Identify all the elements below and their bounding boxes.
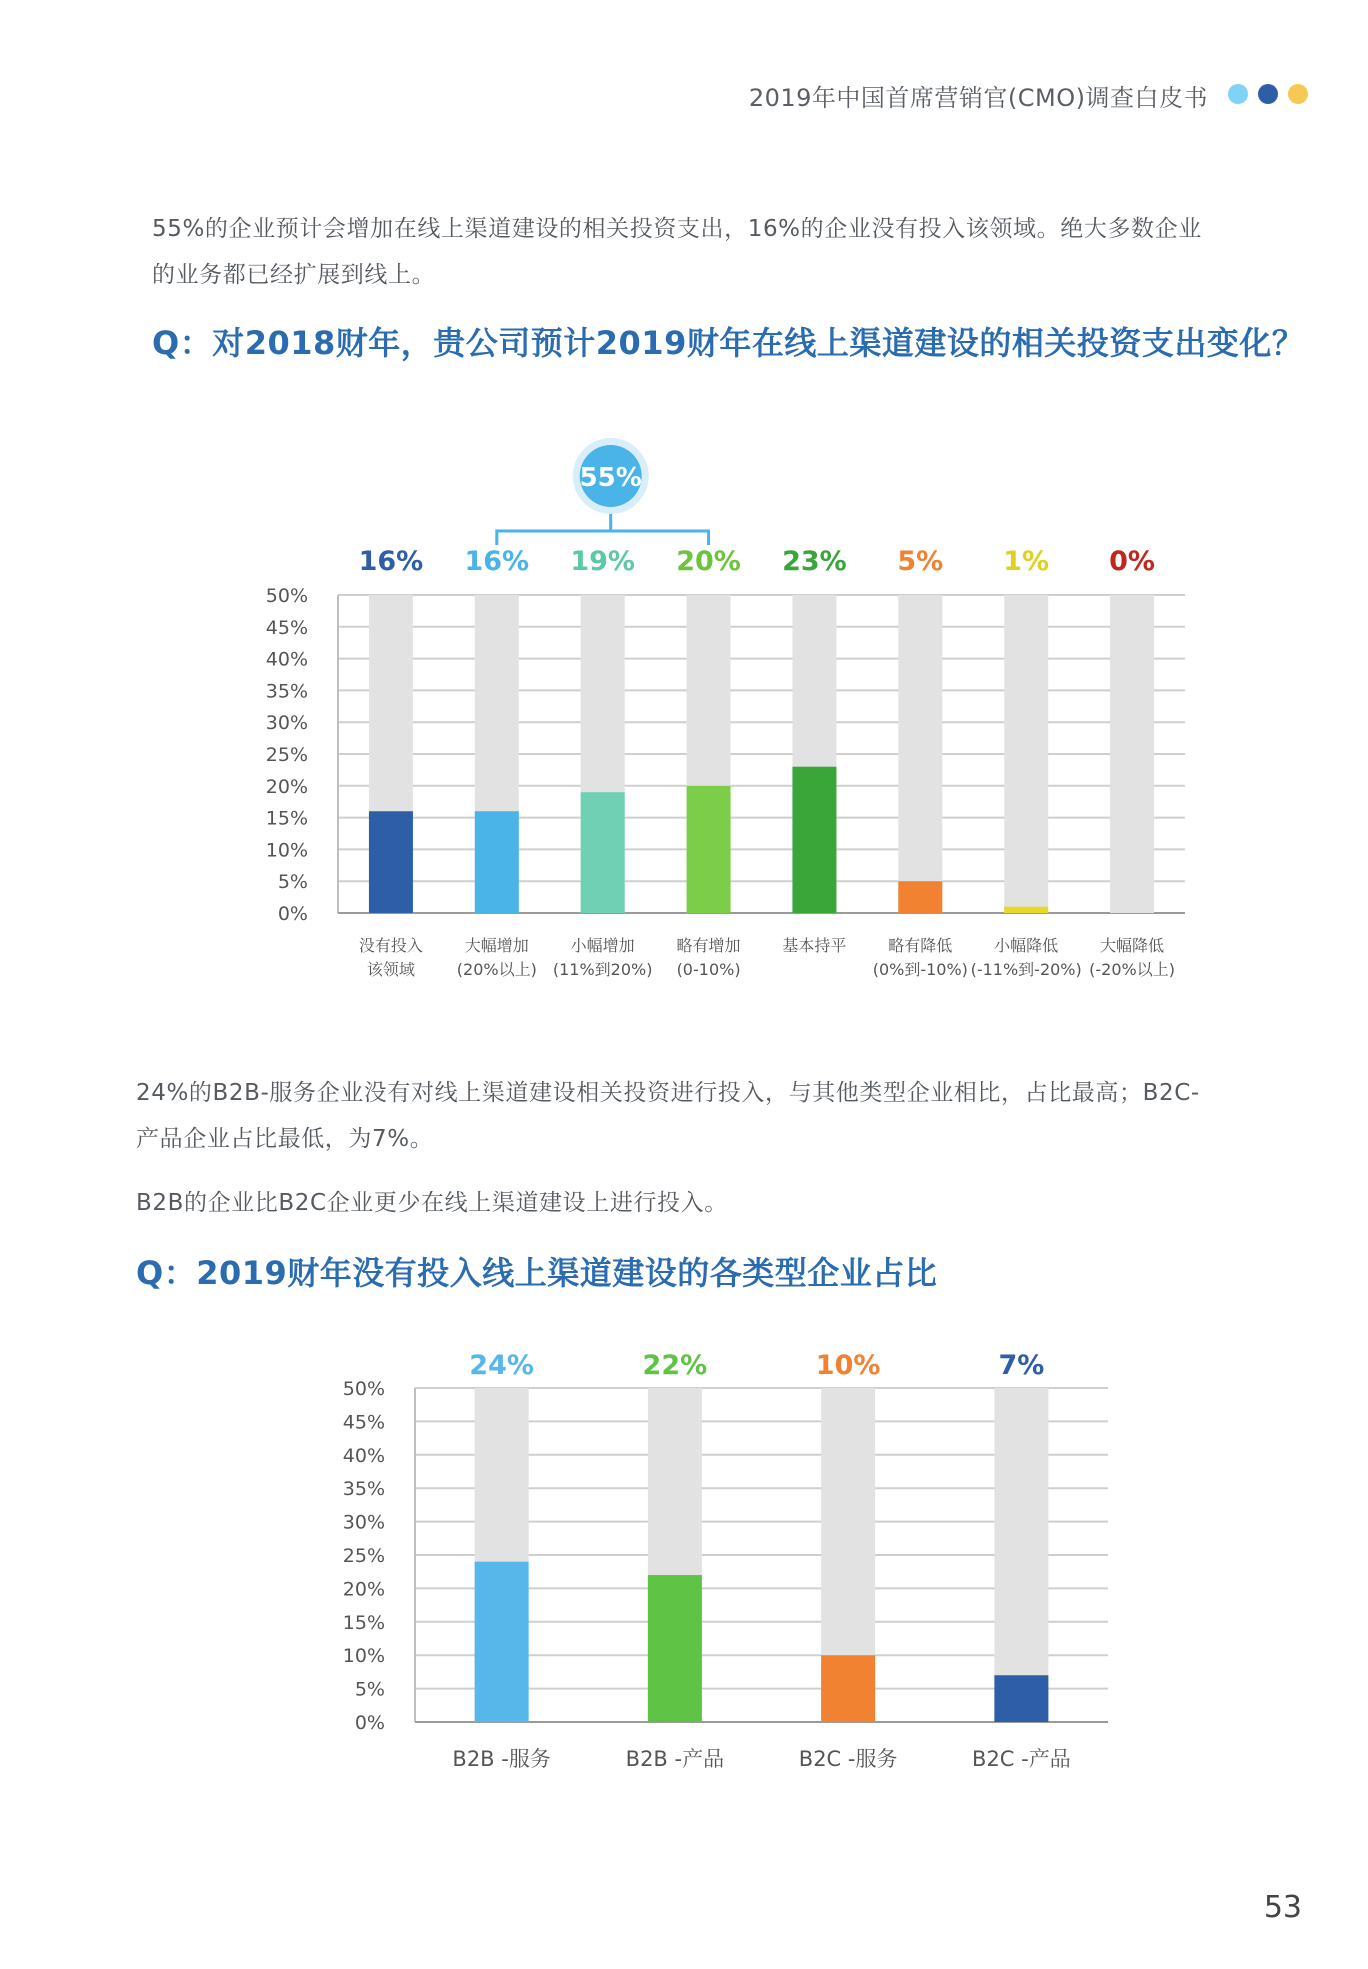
y-tick-label: 30% (342, 1511, 385, 1534)
y-tick-label: 20% (342, 1578, 385, 1601)
y-tick-label: 0% (354, 1712, 385, 1734)
chart-1 (0, 420, 1368, 1000)
dot-icon (1288, 84, 1308, 104)
dot-icon (1228, 84, 1248, 104)
category-label: (-20%以上) (1089, 960, 1175, 979)
category-label: 略有增加 (676, 936, 741, 955)
bar (369, 811, 413, 913)
category-label: 没有投入 (358, 936, 423, 955)
value-label: 16% (464, 546, 530, 577)
intro-line-1: 55%的企业预计会增加在线上渠道建设的相关投资支出，16%的企业没有投入该领域。绝大多数企业 (152, 216, 1202, 242)
bar-track (898, 595, 942, 913)
category-label: (0%到-10%) (872, 960, 968, 979)
bar (475, 811, 519, 913)
category-label: (0-10%) (676, 960, 741, 979)
bracket (497, 531, 709, 545)
y-tick-label: 20% (265, 775, 308, 798)
intro-paragraph (152, 206, 1202, 298)
value-label: 20% (676, 546, 741, 577)
value-label: 16% (358, 546, 424, 577)
bar-track (1110, 595, 1154, 913)
question-2-title: Q：2019财年没有投入线上渠道建设的各类型企业占比 (136, 1254, 938, 1292)
value-label: 10% (815, 1350, 881, 1381)
bar (687, 786, 731, 913)
category-label: B2C -产品 (972, 1747, 1071, 1771)
value-label: 19% (570, 546, 636, 577)
bar (581, 792, 625, 913)
value-label: 22% (642, 1350, 708, 1381)
y-tick-label: 15% (342, 1611, 385, 1634)
y-tick-label: 40% (265, 648, 308, 671)
category-label: 基本持平 (782, 936, 847, 955)
bar (994, 1675, 1048, 1722)
bar-track (994, 1388, 1048, 1722)
bar (898, 881, 942, 913)
page-number: 53 (1263, 1890, 1302, 1925)
dot-icon (1258, 84, 1278, 104)
value-label: 24% (469, 1350, 534, 1381)
header-title: 2019年中国首席营销官(CMO)调查白皮书 (748, 84, 1208, 112)
y-tick-label: 45% (265, 616, 308, 639)
value-label: 5% (897, 546, 944, 577)
category-label: (11%到20%) (552, 960, 653, 979)
category-label: 略有降低 (888, 936, 953, 955)
y-tick-label: 50% (342, 1378, 385, 1400)
category-label: 大幅降低 (1100, 936, 1165, 955)
intro-line-2: 的业务都已经扩展到线上。 (152, 262, 436, 288)
category-label: B2B -产品 (625, 1747, 725, 1771)
y-tick-label: 10% (342, 1645, 385, 1668)
y-tick-label: 25% (265, 744, 308, 766)
category-label: (-11%到-20%) (970, 960, 1082, 979)
category-label: 大幅增加 (464, 936, 529, 955)
y-tick-label: 25% (342, 1545, 385, 1567)
value-label: 1% (1003, 546, 1050, 577)
y-tick-label: 0% (277, 903, 308, 925)
analysis-line-2: 产品企业占比最低，为7%。 (136, 1126, 434, 1152)
value-label: 7% (998, 1350, 1045, 1381)
y-tick-label: 40% (342, 1444, 385, 1467)
category-label: B2C -服务 (798, 1747, 898, 1771)
bar (821, 1655, 875, 1722)
analysis-line-3: B2B的企业比B2C企业更少在线上渠道建设上进行投入。 (136, 1190, 728, 1216)
bar (648, 1575, 702, 1722)
analysis-paragraph (136, 1070, 1200, 1226)
y-tick-label: 35% (265, 680, 308, 703)
question-1-title: Q：对2018财年，贵公司预计2019财年在线上渠道建设的相关投资支出变化？ (152, 324, 1305, 362)
header-dots (1228, 84, 1308, 104)
category-label: 小幅增加 (570, 936, 635, 955)
y-tick-label: 5% (354, 1678, 385, 1701)
y-tick-label: 30% (265, 712, 308, 735)
category-label: 该领域 (366, 960, 415, 979)
bar (1004, 907, 1048, 913)
value-label: 0% (1109, 546, 1155, 577)
y-tick-label: 5% (277, 871, 308, 894)
chart-2 (0, 1330, 1368, 1780)
bar (475, 1562, 529, 1722)
y-tick-label: 10% (265, 839, 308, 862)
y-tick-label: 50% (265, 585, 308, 607)
y-tick-label: 45% (342, 1411, 385, 1434)
value-label: 23% (782, 546, 847, 577)
y-tick-label: 15% (265, 807, 308, 830)
y-tick-label: 35% (342, 1478, 385, 1501)
category-label: 小幅降低 (994, 936, 1059, 955)
analysis-line-1: 24%的B2B-服务企业没有对线上渠道建设相关投资进行投入，与其他类型企业相比，占比最高；B2C- (136, 1080, 1200, 1106)
category-label: B2B -服务 (452, 1747, 551, 1771)
category-label: (20%以上) (456, 960, 537, 979)
bar-track (1004, 595, 1048, 913)
callout-label: 55% (579, 463, 642, 493)
bar (792, 767, 836, 913)
